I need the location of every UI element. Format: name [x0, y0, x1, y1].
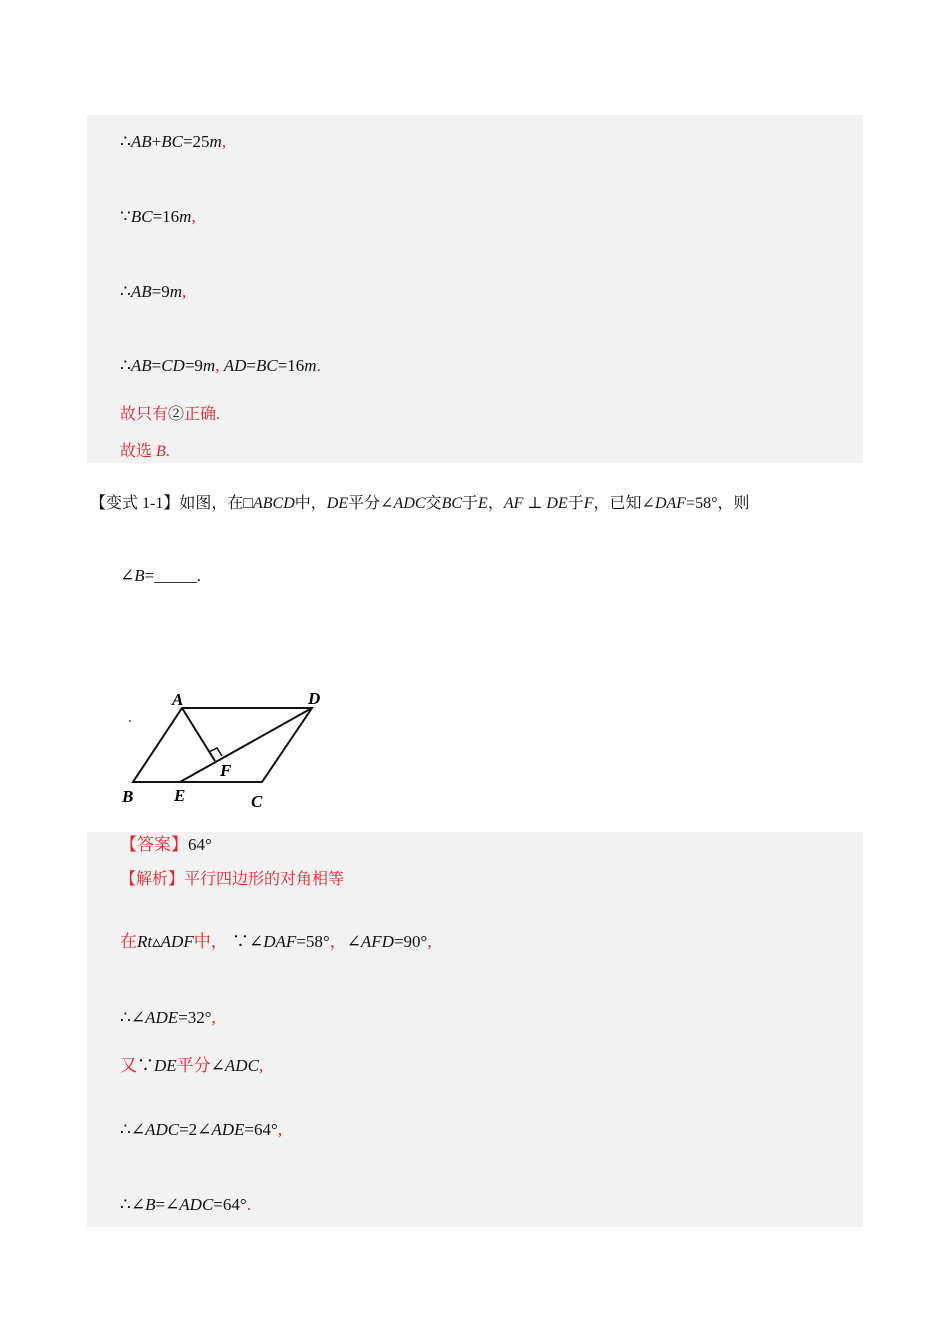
answer-line: [120, 835, 212, 855]
text-segment: B: [134, 566, 145, 585]
text-segment: ,: [258, 1056, 264, 1075]
solution-line: [120, 1056, 263, 1076]
text-segment: =32°: [178, 1008, 212, 1027]
text-segment: 中，: [193, 932, 228, 951]
text-segment: DAF: [654, 495, 687, 512]
text-segment: m: [169, 282, 182, 301]
text-segment: =: [246, 356, 256, 375]
text-segment: AB: [130, 282, 152, 301]
text-segment: m: [209, 132, 222, 151]
text-segment: BC: [255, 356, 278, 375]
text-segment: DE: [546, 495, 568, 512]
solution-line: [120, 1195, 251, 1215]
segment-af: [182, 708, 215, 761]
text-segment: 正确.: [184, 406, 221, 423]
text-segment: ∵: [120, 207, 131, 226]
text-segment: ∴∠: [120, 1008, 146, 1027]
text-segment: 【解析】平行四边形的对角相等: [120, 871, 345, 888]
text-segment: ADE: [211, 1120, 245, 1139]
text-segment: 故只有: [120, 406, 169, 423]
text-segment: =25: [182, 132, 210, 151]
text-segment: ADF: [160, 932, 194, 951]
text-segment: ADE: [145, 1008, 179, 1027]
text-segment: ∠: [210, 1056, 225, 1075]
text-segment: F: [583, 495, 594, 512]
text-segment: CD: [161, 356, 185, 375]
label-d: D: [308, 689, 321, 708]
text-segment: .: [246, 1195, 251, 1214]
text-segment: 交: [425, 495, 442, 512]
text-segment: 于: [462, 495, 479, 512]
text-segment: AF: [503, 495, 524, 512]
text-segment: ,: [277, 1120, 283, 1139]
text-segment: BC: [130, 207, 153, 226]
solution-line: [120, 405, 220, 425]
text-segment: ，: [487, 495, 504, 512]
text-segment: =64°: [213, 1195, 247, 1214]
text-segment: ∴: [120, 356, 131, 375]
text-segment: ，: [329, 932, 347, 951]
text-segment: ,: [191, 207, 196, 226]
text-segment: =_____.: [144, 566, 201, 585]
segment-de: [180, 708, 312, 782]
text-segment: ∠: [346, 932, 361, 951]
label-c: C: [251, 792, 263, 811]
text-segment: =16: [152, 207, 180, 226]
text-segment: AB: [130, 356, 152, 375]
text-segment: BC: [161, 132, 183, 151]
text-segment: ,: [215, 356, 224, 375]
parallelogram-figure: [0, 680, 360, 820]
text-segment: AFD: [360, 932, 394, 951]
text-segment: =∠: [155, 1195, 180, 1214]
text-segment: 中，: [294, 495, 327, 512]
text-segment: ADC: [224, 1056, 259, 1075]
text-segment: ABCD: [253, 495, 295, 512]
text-segment: ADC: [145, 1120, 180, 1139]
solution-line: [120, 1120, 282, 1140]
solution-line: [120, 282, 186, 302]
label-a: A: [172, 690, 184, 709]
text-segment: ∴∠: [120, 1195, 146, 1214]
text-segment: .: [316, 356, 321, 375]
text-segment: BC: [441, 495, 463, 512]
solution-line: [120, 207, 196, 227]
text-segment: 故选: [120, 443, 157, 460]
text-segment: ,: [181, 282, 187, 301]
text-segment: .: [165, 443, 170, 460]
solution-line: [120, 356, 321, 376]
text-segment: =58°: [296, 932, 330, 951]
text-segment: ∵: [137, 1056, 154, 1075]
text-segment: =9: [151, 282, 170, 301]
text-segment: =64°: [244, 1120, 278, 1139]
text-segment: 【答案】: [120, 835, 188, 854]
text-segment: ▵: [152, 932, 161, 951]
text-segment: Rt: [137, 932, 153, 951]
text-segment: ∵∠: [227, 932, 264, 951]
label-b: B: [122, 787, 134, 806]
solution-line: [120, 1008, 216, 1028]
text-segment: ∴: [120, 282, 131, 301]
text-segment: ∠: [120, 566, 135, 585]
text-segment: ,: [211, 1008, 216, 1027]
solution-box-2: [87, 832, 863, 1227]
text-segment: =16: [277, 356, 305, 375]
text-segment: +: [151, 132, 162, 151]
text-segment: 在: [120, 932, 137, 951]
text-segment: 64°: [188, 835, 212, 854]
text-segment: ADC: [393, 495, 426, 512]
text-segment: 平分∠: [348, 495, 394, 512]
question-text: [90, 490, 750, 513]
text-segment: DE: [326, 495, 349, 512]
text-segment: 【变式 1-1】如图，在□: [90, 495, 253, 512]
text-segment: 又: [120, 1056, 137, 1075]
solution-line: [120, 932, 432, 952]
text-segment: ,: [221, 132, 227, 151]
text-segment: AD: [223, 356, 247, 375]
text-segment: 于: [567, 495, 584, 512]
text-segment: ∴∠: [120, 1120, 146, 1139]
text-segment: E: [478, 495, 488, 512]
text-segment: =9: [184, 356, 203, 375]
text-segment: DE: [154, 1056, 177, 1075]
label-f: F: [220, 761, 232, 780]
text-segment: ⊥: [523, 495, 547, 512]
text-segment: m: [304, 356, 317, 375]
text-segment: ,: [427, 932, 432, 951]
text-segment: ∴: [120, 132, 131, 151]
text-segment: =58°，则: [686, 495, 750, 512]
text-segment: ，已知∠: [593, 495, 655, 512]
solution-line: [120, 132, 226, 152]
label-e: E: [174, 786, 186, 805]
text-segment: B: [145, 1195, 156, 1214]
text-segment: AB: [130, 132, 152, 151]
question-blank: [120, 566, 201, 586]
solution-line: [120, 442, 170, 462]
text-segment: ②: [168, 406, 185, 423]
text-segment: DAF: [263, 932, 297, 951]
text-segment: 平分: [176, 1056, 211, 1075]
text-segment: B: [156, 443, 166, 460]
analysis-line: [120, 870, 344, 890]
text-segment: =90°: [393, 932, 428, 951]
text-segment: =2∠: [179, 1120, 212, 1139]
text-segment: =: [151, 356, 162, 375]
text-segment: ADC: [179, 1195, 214, 1214]
text-segment: m: [202, 356, 216, 375]
text-segment: m: [179, 207, 192, 226]
